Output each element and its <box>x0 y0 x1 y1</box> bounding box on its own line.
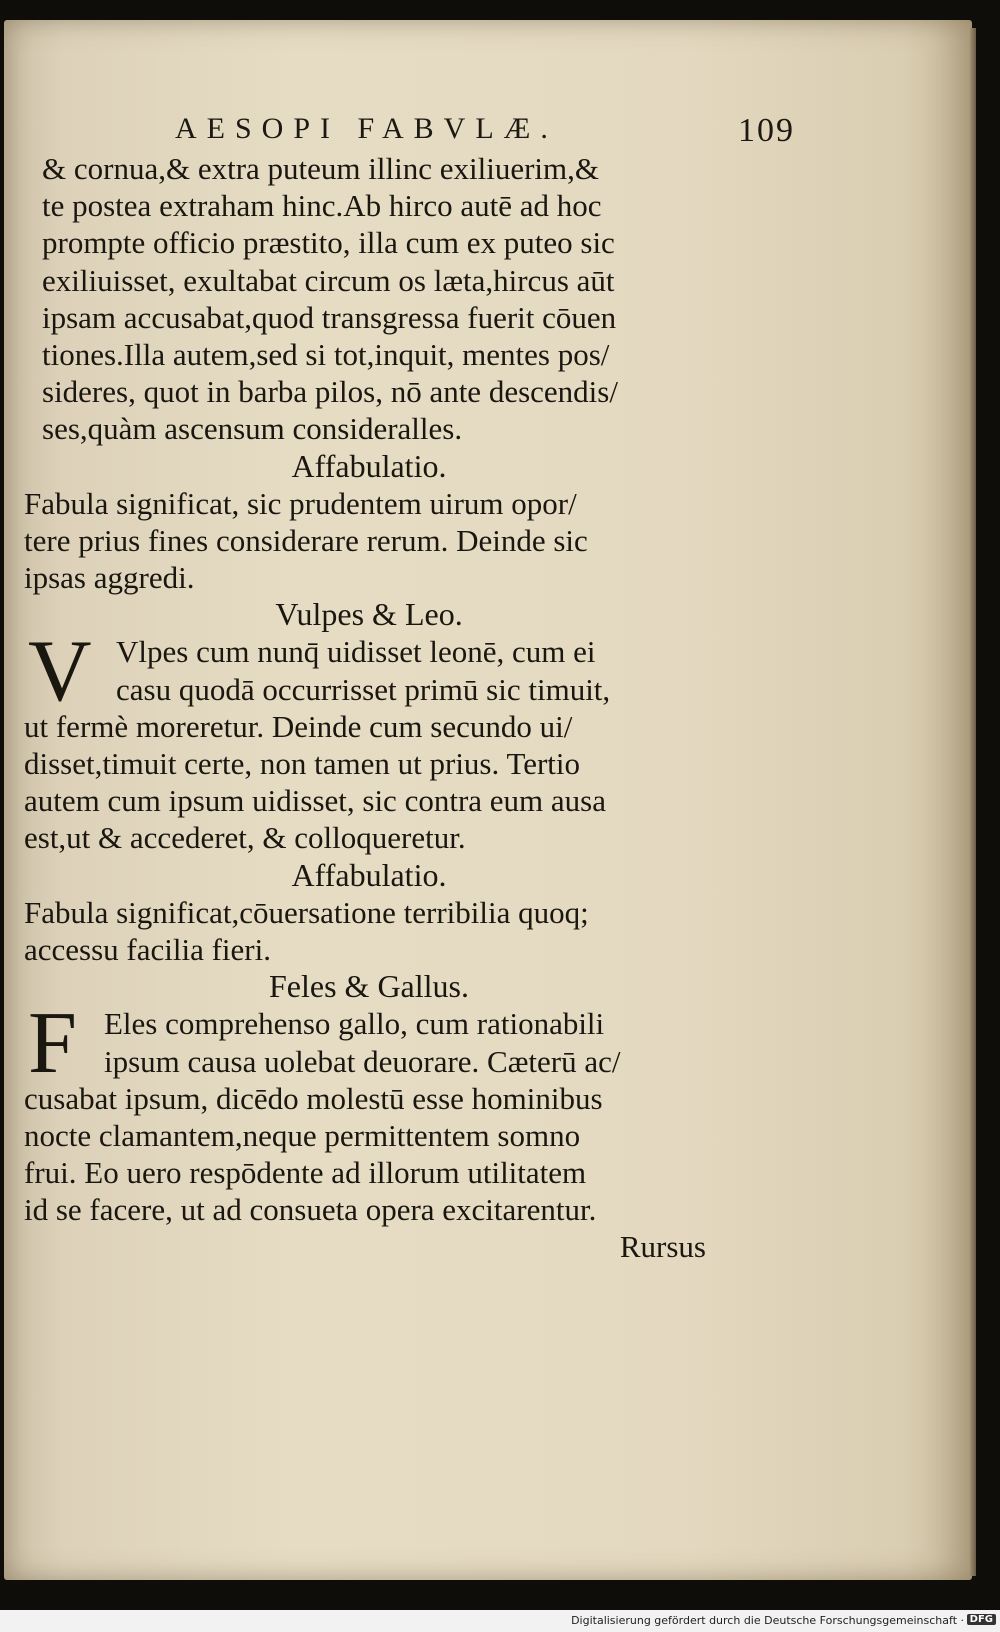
dfg-logo: DFG <box>967 1614 996 1625</box>
text-line: tere prius fines considerare rerum. Deinde sic <box>24 522 588 558</box>
text-line: id se facere, ut ad consueta opera excitarentur. <box>24 1192 597 1228</box>
body-text <box>24 150 714 1266</box>
text-line: nocte clamantem,neque permittentem somno <box>24 1117 581 1153</box>
text-line: prompte officio præstito, illa cum ex puteo sic <box>42 225 615 261</box>
dropcap-paragraph <box>24 623 714 721</box>
text-line: & cornua,& extra puteum illinc exiliuerim,& <box>42 151 599 186</box>
text-line: ipsam accusabat,quod transgressa fuerit cōuen <box>42 299 617 335</box>
section-heading: Affabulatio. <box>291 447 447 484</box>
page-number: 109 <box>738 112 795 149</box>
text-line: accessu facilia fieri. <box>24 931 271 967</box>
drop-cap: F <box>28 995 77 1093</box>
text-line: exiliuisset, exultabat circum os læta,hircus aūt <box>42 262 615 298</box>
text-line: sideres, quot in barba pilos, nō ante descendis/ <box>42 374 618 410</box>
catchword: Rursus <box>619 1229 706 1265</box>
section-heading: Affabulatio. <box>291 856 447 893</box>
funding-credit: Digitalisierung gefördert durch die Deutsche Forschungsgemeinschaft · <box>571 1614 964 1627</box>
text-line: ipsum causa uolebat deuorare. Cæterū ac/ <box>104 1043 621 1079</box>
text-line: te postea extraham hinc.Ab hirco autē ad hoc <box>42 188 602 224</box>
dropcap-paragraph <box>24 995 714 1093</box>
digitization-footer <box>0 1610 1000 1632</box>
text-line: ses,quàm ascensum consideralles. <box>42 411 463 447</box>
fable-title: Vulpes & Leo. <box>275 596 463 633</box>
text-line: autem cum ipsum uidisset, sic contra eum ausa <box>24 783 606 819</box>
drop-cap: V <box>28 623 92 721</box>
text-line: ipsas aggredi. <box>24 560 195 596</box>
text-line: disset,timuit certe, non tamen ut prius. Tertio <box>24 746 581 781</box>
text-line: Fabula significat,cōuersatione terribilia quoq; <box>24 894 589 930</box>
text-line: Vlpes cum nunq̄ uidisset leonē, cum ei <box>116 634 596 670</box>
text-line: est,ut & accederet, & colloqueretur. <box>24 820 466 856</box>
text-line: casu quodā occurrisset primū sic timuit, <box>116 671 611 707</box>
page-header <box>175 112 795 152</box>
text-line: Eles comprehenso gallo, cum rationabili <box>104 1006 605 1042</box>
text-line: tiones.Illa autem,sed si tot,inquit, mentes pos/ <box>42 336 610 372</box>
text-line: cusabat ipsum, dicēdo molestū esse hominibus <box>24 1080 603 1116</box>
text-line: Fabula significat, sic prudentem uirum opor/ <box>24 485 577 521</box>
page-edge <box>970 28 976 1576</box>
text-line: frui. Eo uero respōdente ad illorum utilitatem <box>24 1155 587 1191</box>
running-title: AESOPI FABVLÆ. <box>175 112 558 145</box>
text-line: ut fermè moreretur. Deinde cum secundo ui/ <box>24 708 573 744</box>
fable-title: Feles & Gallus. <box>269 968 469 1005</box>
